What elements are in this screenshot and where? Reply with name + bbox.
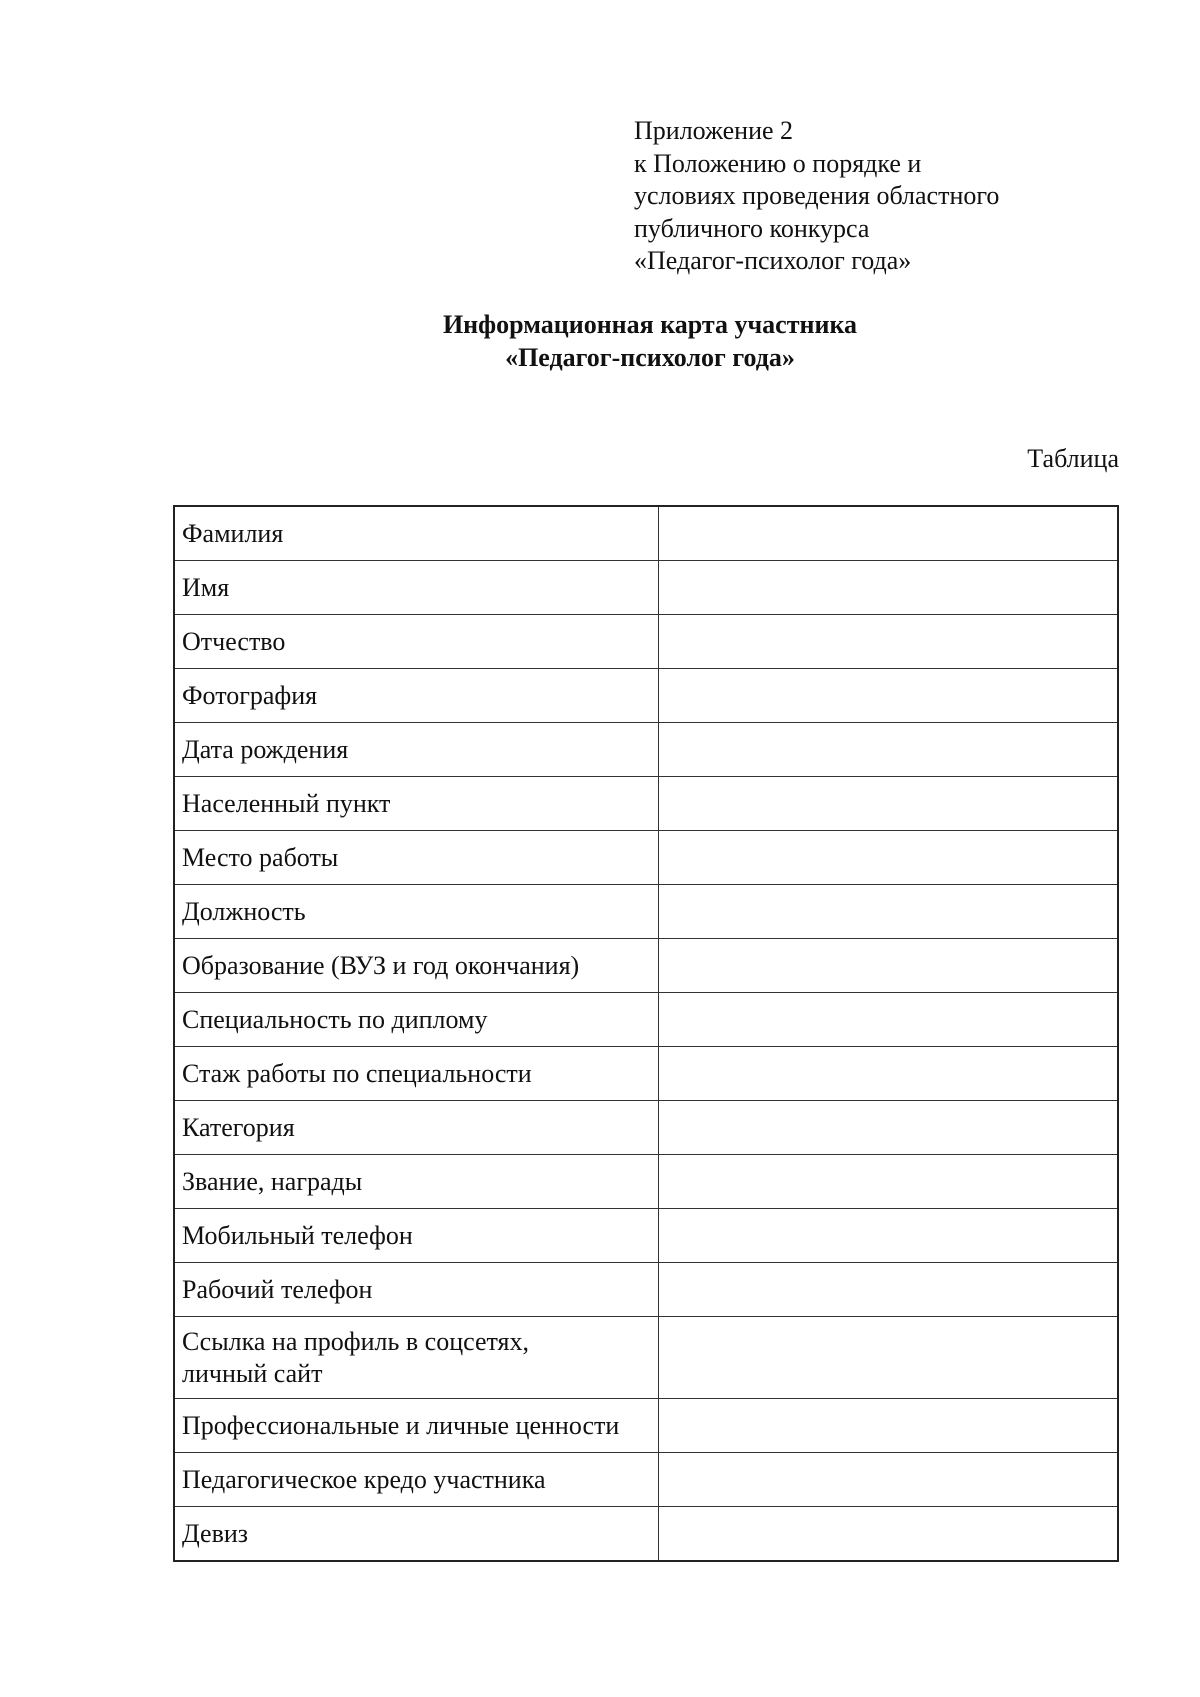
row-value	[659, 506, 1119, 561]
table-row	[174, 506, 1118, 561]
row-value	[659, 723, 1119, 777]
row-value	[659, 993, 1119, 1047]
row-label: Рабочий телефон	[174, 1263, 659, 1317]
row-value	[659, 561, 1119, 615]
table-row	[174, 1209, 1118, 1263]
row-value	[659, 777, 1119, 831]
row-label: Стаж работы по специальности	[174, 1047, 659, 1101]
row-label: Педагогическое кредо участника	[174, 1453, 659, 1507]
appendix-header	[634, 115, 999, 278]
row-label: Категория	[174, 1101, 659, 1155]
row-value	[659, 1453, 1119, 1507]
table-row	[174, 1047, 1118, 1101]
table-row	[174, 723, 1118, 777]
row-label-line: личный сайт	[182, 1359, 323, 1388]
row-value	[659, 1209, 1119, 1263]
row-label: Специальность по диплому	[174, 993, 659, 1047]
appendix-line: публичного конкурса	[634, 213, 870, 243]
table-row	[174, 561, 1118, 615]
row-label: Образование (ВУЗ и год окончания)	[174, 939, 659, 993]
participant-info-table	[173, 505, 1119, 1562]
row-value	[659, 939, 1119, 993]
table-row	[174, 939, 1118, 993]
table-row	[174, 831, 1118, 885]
row-value	[659, 1317, 1119, 1399]
row-label: Профессиональные и личные ценности	[174, 1399, 659, 1453]
table-row	[174, 993, 1118, 1047]
row-label-multiline	[174, 1317, 659, 1399]
document-title	[0, 308, 1200, 374]
table-row	[174, 777, 1118, 831]
row-label: Звание, награды	[174, 1155, 659, 1209]
table-row	[174, 1453, 1118, 1507]
row-value	[659, 615, 1119, 669]
table-row	[174, 1101, 1118, 1155]
row-label: Должность	[174, 885, 659, 939]
row-value	[659, 831, 1119, 885]
title-line-2: «Педагог-психолог года»	[505, 343, 795, 372]
appendix-line: условиях проведения областного	[634, 181, 1000, 210]
row-value	[659, 1263, 1119, 1317]
table-row	[174, 1317, 1118, 1399]
appendix-line: Приложение 2	[634, 116, 794, 145]
row-label: Мобильный телефон	[174, 1209, 659, 1263]
row-label: Имя	[174, 561, 659, 615]
table-row	[174, 1263, 1118, 1317]
row-label: Отчество	[174, 615, 659, 669]
table-row	[174, 615, 1118, 669]
row-label-line: Ссылка на профиль в соцсетях,	[182, 1327, 529, 1356]
table-row	[174, 669, 1118, 723]
table-row	[174, 1155, 1118, 1209]
row-label: Место работы	[174, 831, 659, 885]
title-line-1: Информационная карта участника	[442, 310, 858, 339]
row-value	[659, 1101, 1119, 1155]
row-label: Населенный пункт	[174, 777, 659, 831]
appendix-line: к Положению о порядке и	[634, 148, 922, 178]
row-value	[659, 1155, 1119, 1209]
row-value	[659, 1047, 1119, 1101]
table-caption: Таблица	[1027, 444, 1119, 473]
row-label: Дата рождения	[174, 723, 659, 777]
row-label: Девиз	[174, 1507, 659, 1562]
row-value	[659, 885, 1119, 939]
row-label: Фотография	[174, 669, 659, 723]
row-value	[659, 1399, 1119, 1453]
row-value	[659, 669, 1119, 723]
appendix-line: «Педагог-психолог года»	[634, 246, 912, 275]
table-row	[174, 885, 1118, 939]
row-value	[659, 1507, 1119, 1562]
row-label: Фамилия	[174, 506, 659, 561]
table-row	[174, 1507, 1118, 1562]
table-row	[174, 1399, 1118, 1453]
